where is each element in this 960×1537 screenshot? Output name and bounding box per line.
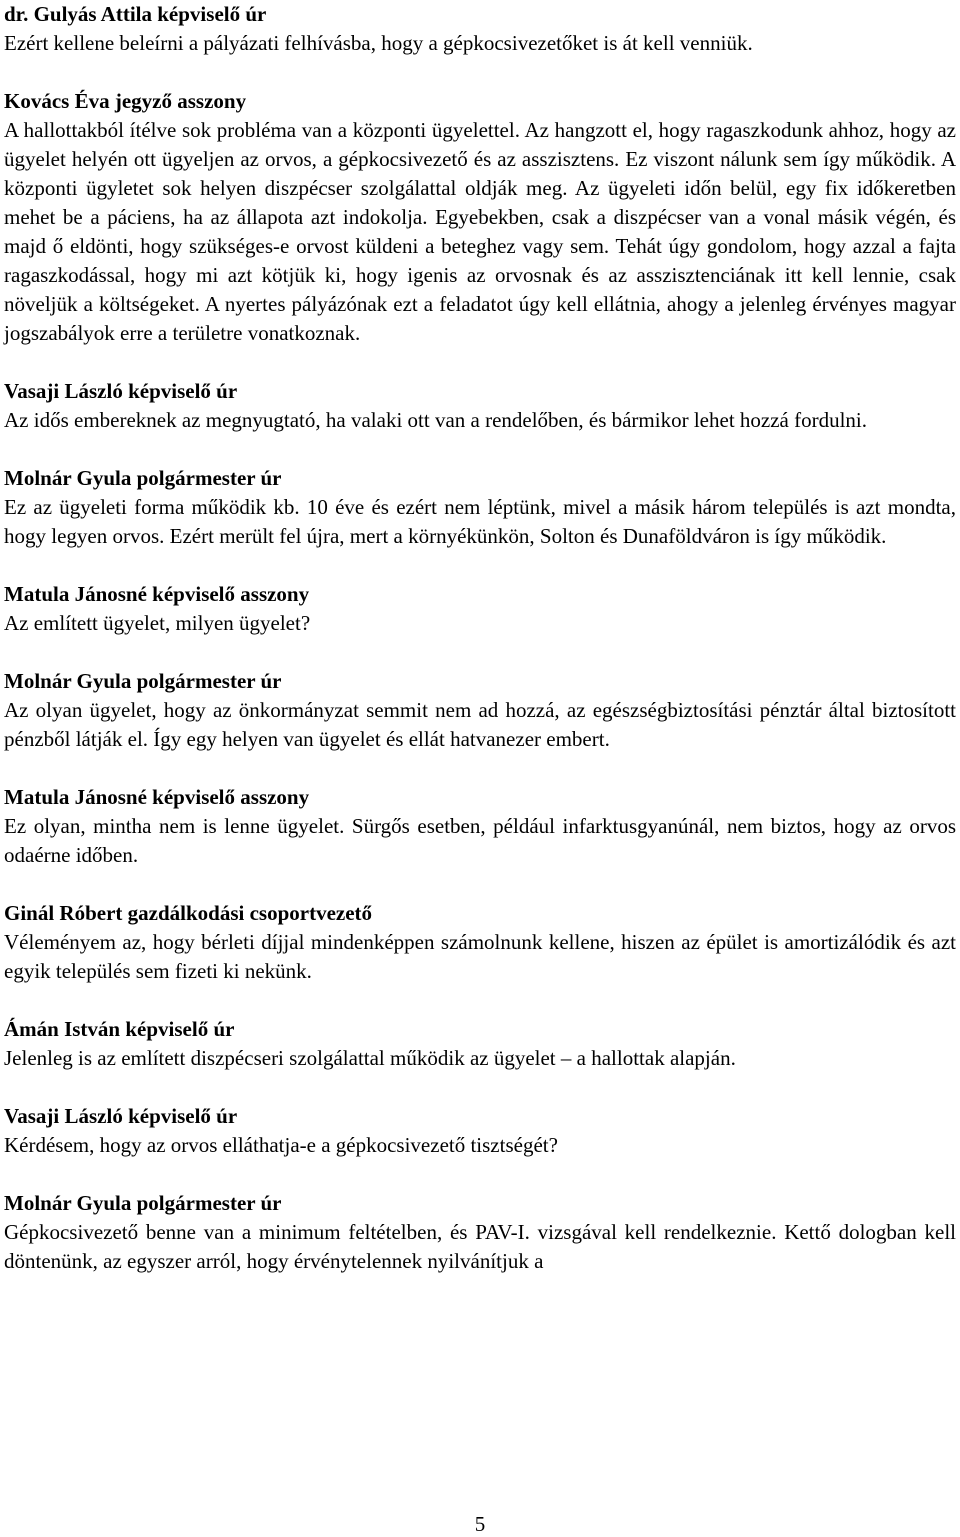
- speech-block: [4, 899, 956, 986]
- speech-block: [4, 1015, 956, 1073]
- speech-block: [4, 1189, 956, 1276]
- speech-block: [4, 87, 956, 348]
- speaker-name: Molnár Gyula polgármester úr: [4, 466, 282, 490]
- speech-block: [4, 667, 956, 754]
- speech-text: Az idős embereknek az megnyugtató, ha valaki ott van a rendelőben, és bármikor lehet hozzá fordulni.: [4, 408, 868, 432]
- speech-block: [4, 0, 956, 58]
- page-number: 5: [474, 1512, 486, 1536]
- speech-text: Kérdésem, hogy az orvos elláthatja-e a gépkocsivezető tisztségét?: [4, 1133, 558, 1157]
- speech-text: Az olyan ügyelet, hogy az önkormányzat semmit nem ad hozzá, az egészségbiztosítási pénztár által biztosított pénzből látják el. Így egy helyen van ügyelet és ellát hatvanezer embert.: [4, 698, 956, 751]
- speaker-name: Kovács Éva jegyző asszony: [4, 89, 247, 113]
- speaker-name: Ámán István képviselő úr: [4, 1017, 235, 1041]
- speech-block: [4, 377, 956, 435]
- speech-text: A hallottakból ítélve sok probléma van a központi ügyelettel. Az hangzott el, hogy ragaszkodunk ahhoz, hogy az ügyelet helyén ott ügyeljen az orvos, a gépkocsivezető és az asszisztens. Ez viszont nálunk sem így működik. A központi ügyletet sok helyen diszpécser szolgálattal oldják meg. Az ügyeleti időn belül, egy fix időkeretben mehet be a páciens, ha az állapota azt indokolja. Egyebekben, csak a diszpécser van a vonal másik végén, és majd ő eldönti, hogy szükséges-e orvost küldeni a beteghez vagy sem. Tehát úgy gondolom, hogy azzal a fajta ragaszkodással, hogy mi azt kötjük ki, hogy igenis az orvosnak és az asszisztenciának itt kell lennie, csak növeljük a költségeket. A nyertes pályázónak ezt a feladatot úgy kell ellátnia, ahogy a jelenleg érvényes magyar jogszabályok erre a területre vonatkoznak.: [4, 118, 956, 345]
- speech-text: Az említett ügyelet, milyen ügyelet?: [4, 611, 311, 635]
- speaker-name: Matula Jánosné képviselő asszony: [4, 785, 310, 809]
- speech-block: [4, 464, 956, 551]
- speech-block: [4, 783, 956, 870]
- speaker-name: Molnár Gyula polgármester úr: [4, 1191, 282, 1215]
- speech-text: Jelenleg is az említett diszpécseri szolgálattal működik az ügyelet – a hallottak alapján.: [4, 1046, 736, 1070]
- speech-block: [4, 580, 956, 638]
- speaker-name: Ginál Róbert gazdálkodási csoportvezető: [4, 901, 373, 925]
- speaker-name: dr. Gulyás Attila képviselő úr: [4, 2, 267, 26]
- speech-block: [4, 1102, 956, 1160]
- document-page: [4, 0, 956, 1305]
- speech-text: Véleményem az, hogy bérleti díjjal mindenképpen számolnunk kellene, hiszen az épület is amortizálódik és azt egyik település sem fizeti ki nekünk.: [4, 930, 956, 983]
- speaker-name: Matula Jánosné képviselő asszony: [4, 582, 310, 606]
- speech-text: Ezért kellene beleírni a pályázati felhívásba, hogy a gépkocsivezetőket is át kell venniük.: [4, 31, 753, 55]
- speech-text: Gépkocsivezető benne van a minimum feltételben, és PAV-I. vizsgával kell rendelkeznie. Kettő dologban kell döntenünk, az egyszer arról, hogy érvénytelennek nyilvánítjuk a: [4, 1220, 956, 1273]
- speaker-name: Vasaji László képviselő úr: [4, 1104, 238, 1128]
- speaker-name: Molnár Gyula polgármester úr: [4, 669, 282, 693]
- speech-text: Ez olyan, mintha nem is lenne ügyelet. Sürgős esetben, például infarktusgyanúnál, nem biztos, hogy az orvos odaérne időben.: [4, 814, 956, 867]
- speaker-name: Vasaji László képviselő úr: [4, 379, 238, 403]
- speech-text: Ez az ügyeleti forma működik kb. 10 éve és ezért nem léptünk, mivel a másik három település is azt mondta, hogy legyen orvos. Ezért merült fel újra, mert a környékünkön, Solton és Dunaföldváron is így működik.: [4, 495, 956, 548]
